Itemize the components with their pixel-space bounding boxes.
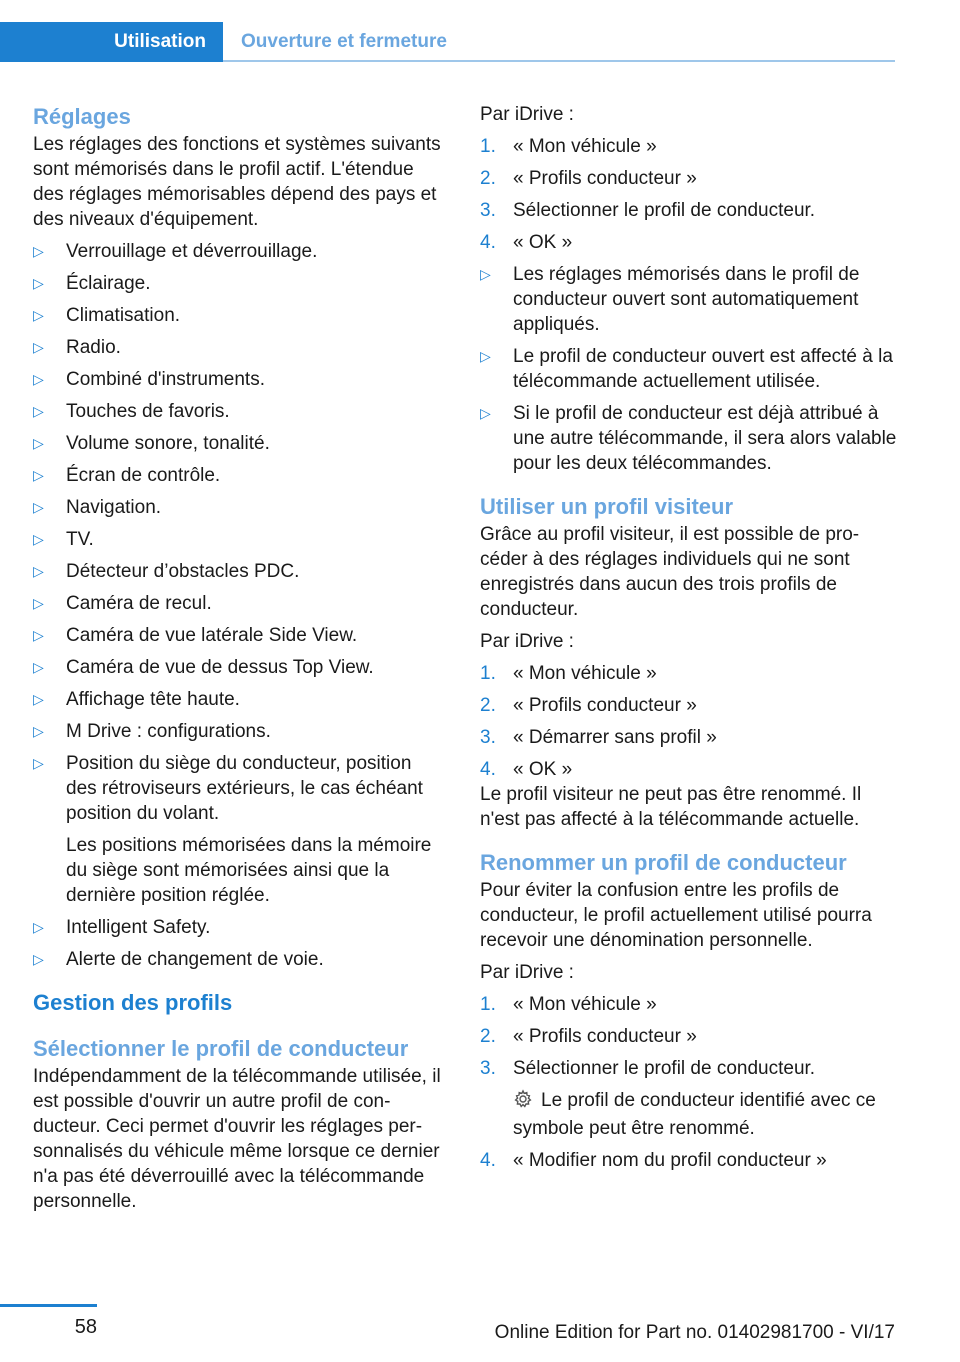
triangle-bullet-icon: ▷	[33, 723, 44, 739]
list-item: ▷ Radio.	[33, 337, 121, 358]
section-title-select-profile: Sélectionner le profil de conducteur	[33, 1036, 409, 1061]
gear-icon	[513, 1089, 533, 1116]
select-profile-text: Indépendamment de la télécommande utilisée, il est possible d'ouvrir un autre profil de conducteur. Ceci permet d'ouvrir les réglages personnalisés du véhicule même lorsque ce dernier n'a pas été déverrouillé avec la télécommande personnelle.	[33, 1066, 441, 1212]
step-number: 1.	[480, 994, 496, 1015]
triangle-bullet-icon: ▷	[33, 339, 44, 355]
triangle-bullet-icon: ▷	[33, 755, 44, 771]
visitor-text: Grâce au profil visiteur, il est possible de procéder à des réglages individuels qui ne sont enregistrés dans aucun des trois profils de conducteur.	[480, 524, 860, 620]
triangle-bullet-icon: ▷	[33, 659, 44, 675]
section-title-rename: Renommer un profil de conducteur	[480, 850, 847, 875]
select-bullets	[480, 262, 898, 476]
list-item: ▷ Climatisation.	[33, 305, 181, 326]
triangle-bullet-icon: ▷	[33, 951, 44, 967]
step-number: 3.	[480, 200, 496, 221]
list-item: ▷ Éclairage.	[33, 273, 151, 294]
list-item: ▷ Le profil de conducteur ouvert est affecté à la télécommande actuellement utilisée.	[480, 346, 893, 392]
triangle-bullet-icon: ▷	[33, 275, 44, 291]
step-number: 4.	[480, 1150, 496, 1171]
list-item: 2. « Profils conducteur »	[480, 168, 697, 189]
list-item: 3. « Démarrer sans profil »	[480, 727, 717, 748]
step-number: 2.	[480, 1026, 496, 1047]
step-number: 2.	[480, 168, 496, 189]
list-item: ▷ Intelligent Safety.	[33, 917, 211, 938]
list-item: ▷ Position du siège du conducteur, position des rétroviseurs extérieurs, le cas échéant position du volant. Les positions mémorisées dans la mémoire du siège sont mémorisées ainsi que la dernière position réglée.	[33, 751, 445, 908]
triangle-bullet-icon: ▷	[33, 435, 44, 451]
seat-memory-note: Les positions mémorisées dans la mémoire du siège sont mémorisées ainsi que la dernière position réglée.	[66, 835, 432, 906]
triangle-bullet-icon: ▷	[480, 348, 491, 364]
list-item: 4. « OK »	[480, 759, 573, 780]
list-item: 2. « Profils conducteur »	[480, 695, 697, 716]
triangle-bullet-icon: ▷	[33, 403, 44, 419]
step-number: 4.	[480, 232, 496, 253]
section-title-reglages: Réglages	[33, 104, 131, 129]
select-steps	[480, 134, 898, 255]
par-idrive-label: Par iDrive :	[480, 104, 574, 125]
step-number: 3.	[480, 1058, 496, 1079]
reglages-intro: Les réglages des fonctions et systèmes suivants sont mémorisés dans le profil actif. L'étendue des réglages mémorisables dépend des pays et des niveaux d'équipement.	[33, 134, 441, 230]
visitor-steps	[480, 661, 898, 782]
left-column	[33, 102, 445, 1214]
triangle-bullet-icon: ▷	[480, 405, 491, 421]
triangle-bullet-icon: ▷	[33, 595, 44, 611]
par-idrive-label: Par iDrive :	[480, 631, 574, 652]
list-item: ▷ Les réglages mémorisés dans le profil de conducteur ouvert sont automatiquement appliqués.	[480, 264, 860, 335]
list-item: ▷ M Drive : configurations.	[33, 721, 271, 742]
list-item: ▷ Verrouillage et déverrouillage.	[33, 241, 318, 262]
list-item: 1. « Mon véhicule »	[480, 994, 657, 1015]
list-item: 4. « Modifier nom du profil conducteur »	[480, 1150, 827, 1171]
list-item: ▷ Combiné d'instruments.	[33, 369, 265, 390]
list-item: ▷ Touches de favoris.	[33, 401, 230, 422]
edition-note: Online Edition for Part no. 01402981700 - VI/17	[494, 1322, 895, 1343]
step-number: 1.	[480, 663, 496, 684]
list-item: ▷ Si le profil de conducteur est déjà attribué à une autre télécommande, il sera alors valable pour les deux télécommandes.	[480, 403, 897, 474]
list-item: 1. « Mon véhicule »	[480, 136, 657, 157]
header-tabs	[0, 22, 895, 62]
section-title-visitor: Utiliser un profil visiteur	[480, 494, 734, 519]
par-idrive-label: Par iDrive :	[480, 962, 574, 983]
triangle-bullet-icon: ▷	[33, 627, 44, 643]
triangle-bullet-icon: ▷	[33, 691, 44, 707]
page-number: 58	[74, 1316, 97, 1338]
triangle-bullet-icon: ▷	[33, 531, 44, 547]
list-item: ▷ TV.	[33, 529, 94, 550]
triangle-bullet-icon: ▷	[33, 307, 44, 323]
list-item: ▷ Caméra de vue latérale Side View.	[33, 625, 358, 646]
rename-text: Pour éviter la confusion entre les profils de conducteur, le profil actuellement utilisé pourra recevoir une dénomination personnelle.	[480, 880, 872, 951]
triangle-bullet-icon: ▷	[33, 563, 44, 579]
list-item: 3. Sélectionner le profil de conducteur.	[480, 200, 816, 221]
right-column	[480, 102, 898, 1173]
triangle-bullet-icon: ▷	[33, 499, 44, 515]
triangle-bullet-icon: ▷	[33, 919, 44, 935]
list-item: ▷ Alerte de changement de voie.	[33, 949, 324, 970]
rename-steps	[480, 992, 898, 1173]
list-item: 1. « Mon véhicule »	[480, 663, 657, 684]
list-item: ▷ Écran de contrôle.	[33, 465, 221, 486]
triangle-bullet-icon: ▷	[33, 467, 44, 483]
step-number: 4.	[480, 759, 496, 780]
reglages-list	[33, 239, 445, 972]
rename-icon-note: Le profil de conducteur identifié avec ce symbole peut être renommé.	[513, 1090, 876, 1139]
list-item: ▷ Caméra de vue de dessus Top View.	[33, 657, 374, 678]
list-item: 3. Sélectionner le profil de conducteur. Le profil de conducteur identifié avec ce symbole peut être renommé.	[480, 1056, 898, 1141]
tab-utilisation[interactable]: Utilisation	[0, 22, 223, 62]
list-item: ▷ Volume sonore, tonalité.	[33, 433, 270, 454]
footer-rule	[0, 1304, 97, 1307]
triangle-bullet-icon: ▷	[33, 371, 44, 387]
list-item: 4. « OK »	[480, 232, 573, 253]
step-number: 1.	[480, 136, 496, 157]
tab-underline	[223, 60, 895, 62]
tab-ouverture-fermeture[interactable]: Ouverture et fermeture	[241, 31, 447, 52]
list-item: 2. « Profils conducteur »	[480, 1026, 697, 1047]
step-number: 3.	[480, 727, 496, 748]
step-number: 2.	[480, 695, 496, 716]
list-item: ▷ Navigation.	[33, 497, 162, 518]
triangle-bullet-icon: ▷	[33, 243, 44, 259]
triangle-bullet-icon: ▷	[480, 266, 491, 282]
visitor-note: Le profil visiteur ne peut pas être renommé. Il n'est pas affecté à la télécommande actuelle.	[480, 784, 862, 830]
list-item: ▷ Affichage tête haute.	[33, 689, 240, 710]
list-item: ▷ Caméra de recul.	[33, 593, 212, 614]
section-title-gestion: Gestion des profils	[33, 990, 233, 1015]
list-item: ▷ Détecteur d’obstacles PDC.	[33, 561, 300, 582]
